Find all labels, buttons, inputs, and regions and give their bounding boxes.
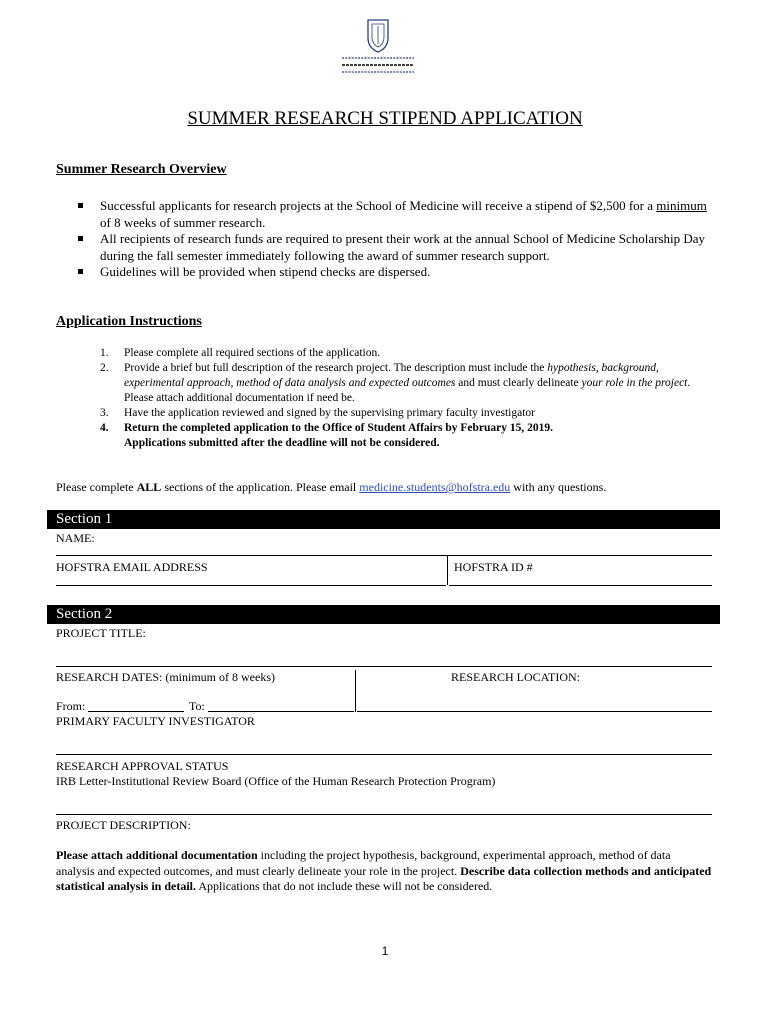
- faculty-investigator-label: PRIMARY FACULTY INVESTIGATOR: [56, 714, 255, 728]
- list-item: [100, 406, 710, 421]
- section-1-header: Section 1: [47, 510, 720, 529]
- list-item: [100, 421, 710, 451]
- email-address-label: HOFSTRA EMAIL ADDRESS: [56, 560, 208, 574]
- item-italic-text: hypothesis, background, experimental approach, method of data analysis and expected outcomes: [124, 362, 659, 389]
- item-text: Please complete all required sections of the application.: [124, 347, 381, 359]
- list-item: [78, 198, 708, 231]
- project-description-label: PROJECT DESCRIPTION:: [56, 818, 191, 832]
- list-item: [100, 361, 710, 406]
- list-item: [78, 264, 708, 281]
- description-instructions: Please attach additional documentation including the project hypothesis, background, experimental approach, method of data analysis and expected outcomes, and must clearly delineate your role in the project. Describe data collection methods and anticipated statistical analysis in detail. Applications that do not include these will not be considered.: [56, 848, 712, 893]
- bullet-text: All recipients of research funds are required to present their work at the annual School of Medicine Scholarship Day during the fall semester immediately following the award of summer research support.: [100, 231, 706, 263]
- hofstra-medicine-shield-logo: [338, 18, 418, 78]
- overview-heading: Summer Research Overview: [56, 162, 227, 177]
- irb-field[interactable]: [56, 814, 712, 815]
- irb-label: IRB Letter-Institutional Review Board (Office of the Human Research Protection Program): [56, 774, 496, 788]
- name-field[interactable]: [56, 555, 712, 556]
- research-dates-label: RESEARCH DATES: (minimum of 8 weeks): [56, 670, 275, 684]
- to-date-field[interactable]: [208, 711, 354, 712]
- list-item: [100, 346, 710, 361]
- item-number: 1.: [100, 347, 109, 359]
- item-text: Have the application reviewed and signed by the supervising primary faculty investigator: [124, 407, 536, 419]
- from-label: From:: [56, 699, 86, 713]
- project-title-field[interactable]: [56, 666, 712, 667]
- instructions-heading: Application Instructions: [56, 314, 202, 329]
- bullet-text: Guidelines will be provided when stipend checks are dispersed.: [100, 264, 431, 279]
- bullet-square-icon: [78, 269, 83, 274]
- section-2-header: Section 2: [47, 605, 720, 624]
- item-text: Applications submitted after the deadline will not be considered.: [124, 437, 440, 449]
- item-text: Return the completed application to the Office of Student Affairs by February 15, 2019.: [124, 422, 553, 434]
- email-field[interactable]: [56, 585, 446, 586]
- bullet-underlined-text: minimum: [656, 198, 707, 213]
- name-label: NAME:: [56, 531, 95, 545]
- item-italic-text: your role in the project: [581, 377, 688, 389]
- hofstra-id-field[interactable]: [449, 585, 712, 586]
- item-text: Provide a brief but full description of the research project. The description must include the: [124, 362, 548, 374]
- research-location-label: RESEARCH LOCATION:: [451, 670, 581, 684]
- bullet-square-icon: [78, 236, 83, 241]
- item-text: and must clearly delineate: [455, 377, 582, 389]
- item-number: 4.: [100, 422, 109, 434]
- list-item: [78, 231, 708, 264]
- bullet-text: of 8 weeks of summer research.: [100, 214, 266, 230]
- item-number: 3.: [100, 407, 109, 419]
- field-divider: [355, 670, 356, 712]
- hofstra-id-label: HOFSTRA ID #: [454, 560, 533, 574]
- field-divider: [447, 555, 448, 585]
- project-title-label: PROJECT TITLE:: [56, 626, 146, 640]
- research-location-field[interactable]: [357, 711, 712, 712]
- contact-note: Please complete ALL sections of the application. Please email medicine.students@hofstra.edu with any questions.: [56, 480, 607, 494]
- item-text: . Please attach additional documentation if need be.: [124, 377, 691, 404]
- to-label: To:: [189, 699, 205, 713]
- from-date-field[interactable]: [88, 711, 184, 712]
- page-number: 1: [381, 944, 389, 958]
- page-title: SUMMER RESEARCH STIPEND APPLICATION: [187, 108, 583, 129]
- faculty-investigator-field[interactable]: [56, 754, 712, 755]
- email-link[interactable]: medicine.students@hofstra.edu: [359, 480, 511, 494]
- item-number: 2.: [100, 362, 109, 374]
- approval-status-label: RESEARCH APPROVAL STATUS: [56, 759, 229, 773]
- bullet-square-icon: [78, 203, 83, 208]
- bullet-text: Successful applicants for research projects at the School of Medicine will receive a stipend of $2,500 for a: [100, 198, 657, 213]
